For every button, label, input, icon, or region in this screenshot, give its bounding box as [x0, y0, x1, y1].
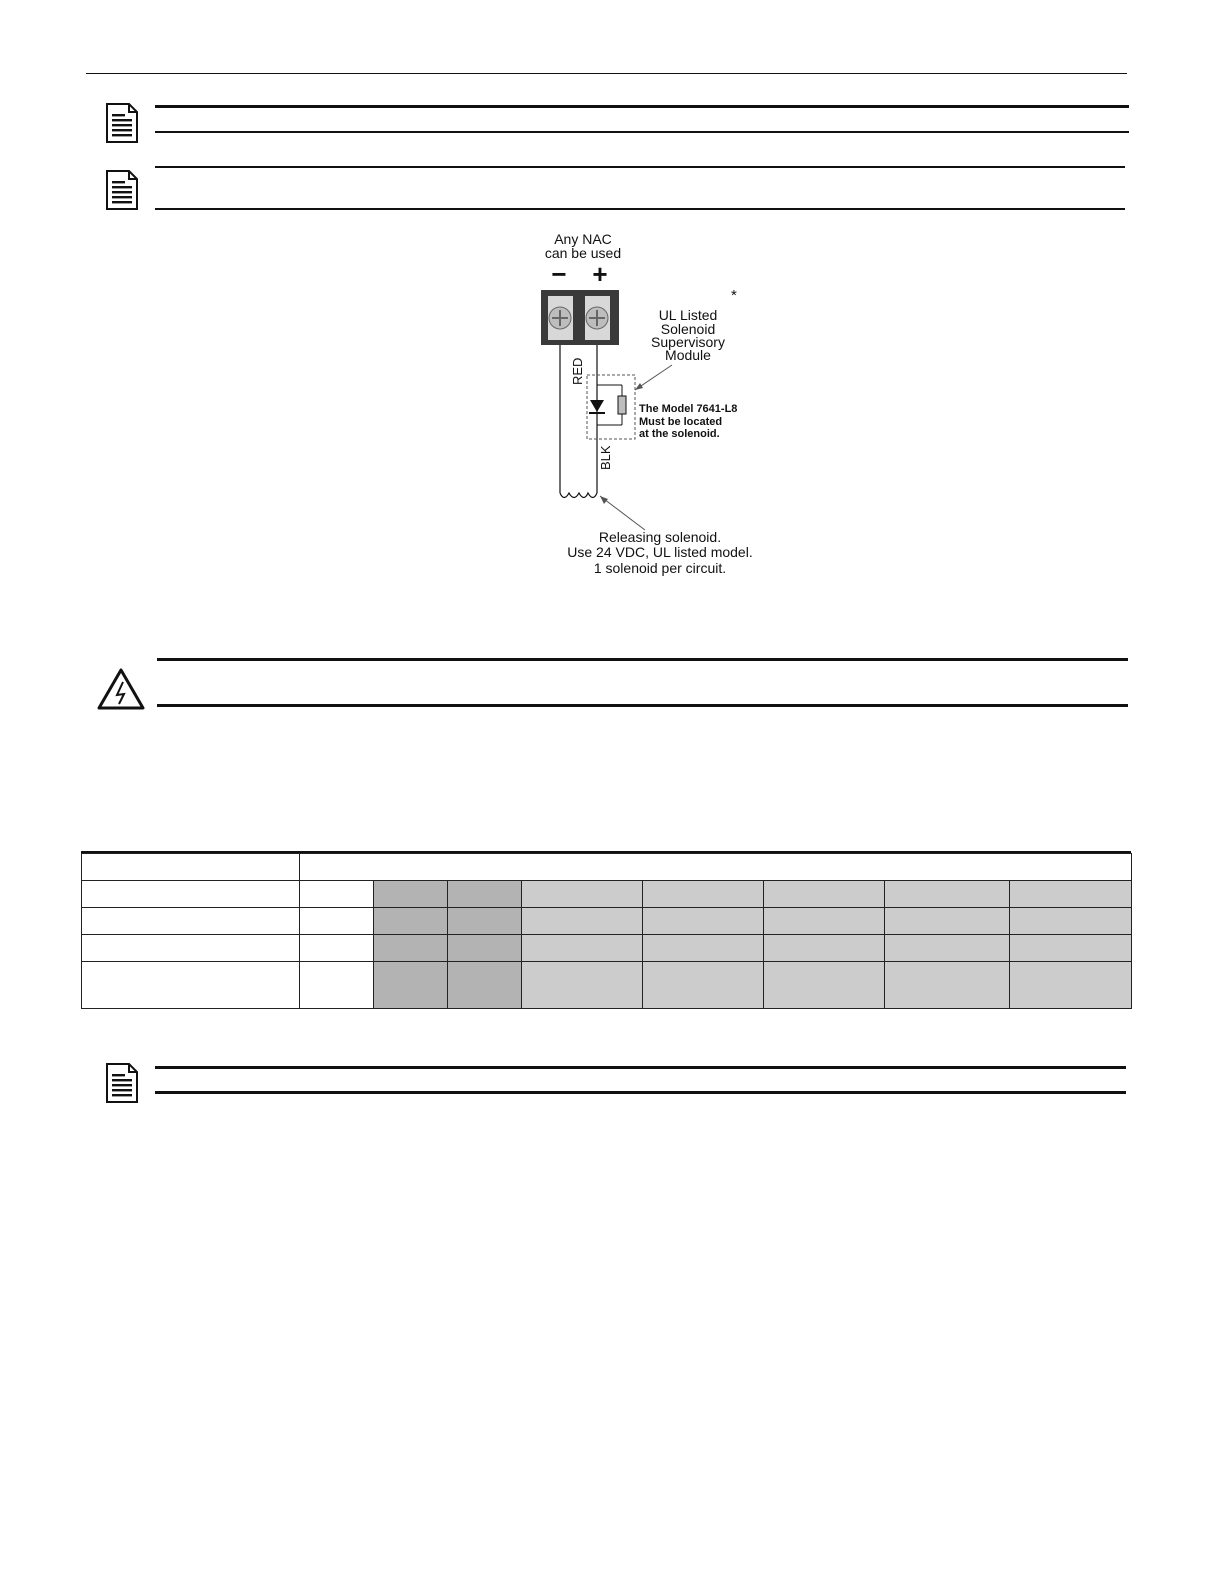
table-cell: [448, 908, 522, 935]
module-label-line4: Module: [665, 347, 711, 363]
table-cell: [764, 908, 885, 935]
table-cell: [643, 962, 764, 1009]
table-cell: [374, 962, 448, 1009]
plus-terminal-sign: +: [592, 259, 608, 289]
table-cell: [374, 908, 448, 935]
table-cell: [522, 935, 643, 962]
nac-label-line1: Any NAC: [554, 231, 612, 247]
table-cell: [764, 935, 885, 962]
solenoid-pointer-arrow: [600, 496, 645, 530]
note-document-icon: [105, 1062, 139, 1104]
table-cell: [885, 962, 1010, 1009]
table-row: [82, 908, 1132, 935]
table-cell: [1010, 908, 1132, 935]
page-header-rule: [86, 73, 1127, 74]
table-cell: [448, 935, 522, 962]
table-cell: [300, 962, 374, 1009]
solenoid-note-line3: 1 solenoid per circuit.: [593, 560, 727, 576]
table-cell: [82, 881, 300, 908]
table-cell: [522, 881, 643, 908]
table-cell: [885, 881, 1010, 908]
table-row: [82, 881, 1132, 908]
module-label-line2: Solenoid: [660, 321, 716, 337]
table-cell: [522, 962, 643, 1009]
table-cell: [448, 881, 522, 908]
note-2-top-rule: [155, 166, 1125, 168]
table-cell: [300, 881, 374, 908]
table-cell: [82, 908, 300, 935]
red-wire-label: RED: [570, 357, 585, 385]
table-cell: [374, 935, 448, 962]
table-cell: [300, 908, 374, 935]
table-cell: [1010, 935, 1132, 962]
note-3-bottom-rule: [155, 1091, 1126, 1094]
solenoid-note-line2: Use 24 VDC, UL listed model.: [567, 544, 753, 560]
table-header-row: [82, 854, 1132, 881]
table-cell: [82, 935, 300, 962]
table-cell: [1010, 962, 1132, 1009]
note-document-icon: [105, 169, 139, 211]
model-note-line3: at the solenoid.: [639, 428, 720, 440]
nac-label-line2: can be used: [544, 245, 622, 261]
table-cell: [885, 935, 1010, 962]
note-document-icon: [105, 102, 139, 144]
warning-bottom-rule: [157, 704, 1128, 707]
warning-top-rule: [157, 658, 1128, 661]
solenoid-wiring-diagram: [530, 228, 770, 588]
table-cell: [448, 962, 522, 1009]
table-cell: [300, 854, 1132, 881]
table-cell: [764, 881, 885, 908]
note-1-bottom-rule: [155, 131, 1129, 133]
note-1-top-rule: [155, 105, 1129, 108]
data-table: [81, 853, 1132, 1009]
asterisk-mark: *: [731, 287, 737, 304]
table-cell: [300, 935, 374, 962]
table-cell: [643, 935, 764, 962]
table-cell: [885, 908, 1010, 935]
note-2-bottom-rule: [155, 208, 1125, 210]
diode-symbol: [590, 400, 604, 412]
table-cell: [1010, 881, 1132, 908]
note-3-top-rule: [155, 1066, 1126, 1069]
model-note-line1: The Model 7641-L8: [639, 403, 738, 415]
table-row: [82, 962, 1132, 1009]
solenoid-coil-symbol: [560, 493, 597, 498]
table-cell: [643, 881, 764, 908]
minus-terminal-sign: −: [551, 259, 567, 289]
table-row: [82, 935, 1132, 962]
model-note-line2: Must be located: [639, 416, 723, 428]
electrical-hazard-warning-icon: [97, 667, 145, 711]
terminal-block: [541, 290, 619, 345]
table-cell: [522, 908, 643, 935]
module-label-line1: UL Listed: [658, 307, 718, 323]
table-cell: [82, 854, 300, 881]
blk-wire-label: BLK: [598, 445, 613, 470]
solenoid-note-line1: Releasing solenoid.: [598, 529, 722, 545]
table-cell: [374, 881, 448, 908]
table-cell: [82, 962, 300, 1009]
table-cell: [643, 908, 764, 935]
resistor-symbol: [618, 396, 626, 414]
table-cell: [764, 962, 885, 1009]
module-label-line3: Supervisory: [651, 334, 725, 350]
